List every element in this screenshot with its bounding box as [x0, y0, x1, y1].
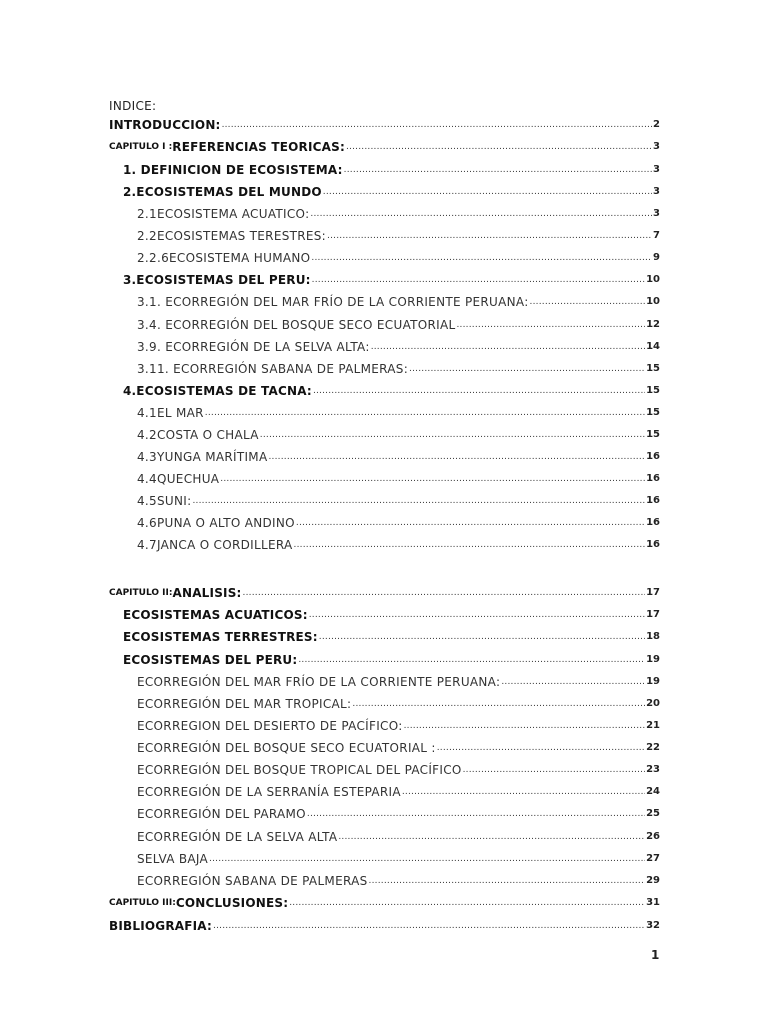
- toc-entry-title: 4.7JANCA O CORDILLERA: [137, 538, 293, 552]
- toc-entry-title: ANALISIS:: [172, 586, 242, 600]
- toc-entry[interactable]: [137, 206, 660, 222]
- toc-page-number: 17: [646, 609, 660, 620]
- toc-entry-title: REFERENCIAS TEORICAS:: [172, 140, 345, 154]
- toc-entry[interactable]: [137, 696, 660, 712]
- toc-entry[interactable]: [137, 471, 660, 487]
- toc-dot-leader: [530, 294, 646, 310]
- toc-dot-leader: [402, 784, 645, 800]
- toc-page-number: 7: [653, 230, 660, 241]
- toc-entry[interactable]: [123, 652, 660, 668]
- toc-chapter-prefix: CAPITULO III:: [109, 898, 176, 908]
- toc-entry-title: ECOSISTEMAS ACUATICOS:: [123, 608, 308, 622]
- toc-entry-title: 4.6PUNA O ALTO ANDINO: [137, 516, 295, 530]
- toc-entry-title: 3.1. ECORREGIÓN DEL MAR FRÍO DE LA CORRIENTE PERUANA:: [137, 295, 529, 309]
- toc-dot-leader: [437, 740, 645, 756]
- toc-entry-title: CONCLUSIONES:: [175, 896, 289, 910]
- toc-entry[interactable]: [137, 361, 660, 377]
- toc-entry-title: ECOSISTEMAS TERRESTRES:: [123, 630, 318, 644]
- toc-entry-title: SELVA BAJA: [137, 852, 209, 866]
- toc-dot-leader: [192, 493, 645, 509]
- toc-dot-leader: [463, 762, 645, 778]
- toc-entry[interactable]: [137, 449, 660, 465]
- toc-entry[interactable]: [137, 250, 660, 266]
- toc-entry-title: 4.2COSTA O CHALA: [137, 428, 259, 442]
- toc-entry-title: 4.5SUNI:: [137, 494, 192, 508]
- toc-dot-leader: [296, 515, 645, 531]
- toc-entry[interactable]: [137, 317, 660, 333]
- toc-entry-title: ECORREGIÓN DE LA SERRANÍA ESTEPARIA: [137, 785, 401, 799]
- toc-page-number: 15: [646, 407, 660, 418]
- toc-dot-leader: [319, 629, 645, 645]
- toc-dot-leader: [313, 383, 645, 399]
- toc-dot-leader: [346, 139, 652, 155]
- toc-entry[interactable]: [137, 427, 660, 443]
- toc-page-number: 16: [646, 451, 660, 462]
- toc-entry-title: 3.ECOSISTEMAS DEL PERU:: [123, 273, 311, 287]
- toc-entry[interactable]: [109, 585, 660, 601]
- toc-entry[interactable]: [137, 829, 660, 845]
- toc-page-number: 16: [646, 473, 660, 484]
- toc-entry-title: ECORREGIÓN DE LA SELVA ALTA: [137, 830, 338, 844]
- toc-entry-title: 3.11. ECORREGIÓN SABANA DE PALMERAS:: [137, 362, 409, 376]
- toc-page-number: 15: [646, 429, 660, 440]
- toc-page-number: 3: [653, 141, 660, 152]
- toc-dot-leader: [268, 449, 645, 465]
- toc-entry-title: ECORREGIÓN DEL PARAMO: [137, 807, 306, 821]
- toc-entry-title: 4.3YUNGA MARÍTIMA: [137, 450, 268, 464]
- toc-entry[interactable]: [137, 740, 660, 756]
- toc-page-number: 19: [646, 654, 660, 665]
- toc-entry-title: 4.ECOSISTEMAS DE TACNA:: [123, 384, 312, 398]
- toc-entry-title: INTRODUCCION:: [109, 118, 221, 132]
- toc-dot-leader: [457, 317, 646, 333]
- toc-entry-title: 4.4QUECHUA: [137, 472, 220, 486]
- toc-page-number: 32: [646, 920, 660, 931]
- toc-entry[interactable]: [123, 607, 660, 623]
- toc-entry[interactable]: [137, 493, 660, 509]
- toc-entry-title: ECORREGIÓN SABANA DE PALMERAS: [137, 874, 368, 888]
- toc-entry-title: 4.1EL MAR: [137, 406, 204, 420]
- toc-page-number: 21: [646, 720, 660, 731]
- toc-entry[interactable]: [109, 895, 660, 911]
- toc-entry[interactable]: [109, 139, 660, 155]
- toc-entry[interactable]: [123, 162, 660, 178]
- toc-page-number: 19: [646, 676, 660, 687]
- toc-page-number: 3: [653, 208, 660, 219]
- toc-entry[interactable]: [137, 339, 660, 355]
- toc-entry-title: 2.ECOSISTEMAS DEL MUNDO: [123, 185, 322, 199]
- index-heading: INDICE:: [109, 99, 157, 113]
- toc-entry-title: ECOSISTEMAS DEL PERU:: [123, 653, 298, 667]
- toc-dot-leader: [323, 184, 652, 200]
- toc-page-number: 31: [646, 897, 660, 908]
- toc-entry-title: 1. DEFINICION DE ECOSISTEMA:: [123, 163, 343, 177]
- toc-page-number: 17: [646, 587, 660, 598]
- toc-entry-title: 2.2ECOSISTEMAS TERESTRES:: [137, 229, 327, 243]
- toc-page-number: 25: [646, 808, 660, 819]
- toc-page-number: 23: [646, 764, 660, 775]
- toc-page-number: 14: [646, 341, 660, 352]
- toc-dot-leader: [352, 696, 645, 712]
- toc-dot-leader: [501, 674, 645, 690]
- toc-page-number: 16: [646, 495, 660, 506]
- toc-page-number: 12: [646, 319, 660, 330]
- toc-dot-leader: [294, 537, 646, 553]
- toc-dot-leader: [243, 585, 646, 601]
- toc-entry-title: ECORREGIÓN DEL BOSQUE SECO ECUATORIAL :: [137, 741, 436, 755]
- toc-dot-leader: [222, 117, 652, 133]
- toc-page-number: 10: [646, 296, 660, 307]
- toc-entry-title: ECORREGION DEL DESIERTO DE PACÍFICO:: [137, 719, 403, 733]
- toc-entry[interactable]: [137, 806, 660, 822]
- toc-chapter-prefix: CAPITULO I :: [109, 142, 173, 152]
- toc-dot-leader: [213, 918, 645, 934]
- toc-entry[interactable]: [137, 515, 660, 531]
- toc-page-number: 24: [646, 786, 660, 797]
- toc-entry-title: ECORREGIÓN DEL MAR TROPICAL:: [137, 697, 352, 711]
- toc-page-number: 26: [646, 831, 660, 842]
- toc-dot-leader: [409, 361, 645, 377]
- toc-entry-title: BIBLIOGRAFIA:: [109, 919, 213, 933]
- toc-entry[interactable]: [123, 272, 660, 288]
- toc-page-number: 2: [653, 119, 660, 130]
- toc-dot-leader: [289, 895, 645, 911]
- toc-entry[interactable]: [137, 537, 660, 553]
- toc-dot-leader: [205, 405, 645, 421]
- toc-entry[interactable]: [137, 718, 660, 734]
- toc-page-number: 9: [653, 252, 660, 263]
- toc-entry[interactable]: [137, 873, 660, 889]
- toc-page-number: 22: [646, 742, 660, 753]
- toc-entry[interactable]: [137, 294, 660, 310]
- toc-dot-leader: [369, 873, 646, 889]
- toc-entry[interactable]: [137, 851, 660, 867]
- toc-page-number: 16: [646, 539, 660, 550]
- toc-dot-leader: [344, 162, 652, 178]
- toc-entry-title: 2.1ECOSISTEMA ACUATICO:: [137, 207, 310, 221]
- toc-entry[interactable]: [137, 762, 660, 778]
- toc-dot-leader: [220, 471, 645, 487]
- toc-entry[interactable]: [109, 117, 660, 133]
- toc-entry[interactable]: [123, 629, 660, 645]
- toc-dot-leader: [310, 206, 652, 222]
- toc-entry-title: ECORREGIÓN DEL BOSQUE TROPICAL DEL PACÍFICO: [137, 763, 462, 777]
- toc-page-number: 16: [646, 517, 660, 528]
- toc-dot-leader: [338, 829, 645, 845]
- toc-page-number: 15: [646, 385, 660, 396]
- toc-dot-leader: [307, 806, 645, 822]
- page-number-footer: 1: [651, 948, 660, 962]
- toc-dot-leader: [371, 339, 645, 355]
- toc-dot-leader: [209, 851, 645, 867]
- toc-dot-leader: [298, 652, 645, 668]
- toc-page-number: 29: [646, 875, 660, 886]
- toc-dot-leader: [404, 718, 645, 734]
- toc-page-number: 15: [646, 363, 660, 374]
- toc-page-number: 10: [646, 274, 660, 285]
- toc-dot-leader: [260, 427, 645, 443]
- toc-page-number: 18: [646, 631, 660, 642]
- toc-entry-title: 3.9. ECORREGIÓN DE LA SELVA ALTA:: [137, 340, 370, 354]
- toc-page-number: 27: [646, 853, 660, 864]
- toc-entry-title: 3.4. ECORREGIÓN DEL BOSQUE SECO ECUATORIAL: [137, 318, 456, 332]
- toc-dot-leader: [312, 272, 645, 288]
- toc-entry-title: 2.2.6ECOSISTEMA HUMANO: [137, 251, 311, 265]
- toc-dot-leader: [311, 250, 652, 266]
- toc-entry[interactable]: [123, 184, 660, 200]
- toc-page-number: 3: [653, 164, 660, 175]
- toc-page-number: 20: [646, 698, 660, 709]
- toc-entry[interactable]: [123, 383, 660, 399]
- toc-dot-leader: [327, 228, 652, 244]
- toc-entry[interactable]: [137, 405, 660, 421]
- toc-chapter-prefix: CAPITULO II:: [109, 588, 173, 598]
- toc-entry[interactable]: [137, 674, 660, 690]
- toc-entry-title: ECORREGIÓN DEL MAR FRÍO DE LA CORRIENTE PERUANA:: [137, 675, 501, 689]
- toc-entry[interactable]: [109, 918, 660, 934]
- toc-page-number: 3: [653, 186, 660, 197]
- toc-entry[interactable]: [137, 228, 660, 244]
- toc-entry[interactable]: [137, 784, 660, 800]
- toc-dot-leader: [309, 607, 645, 623]
